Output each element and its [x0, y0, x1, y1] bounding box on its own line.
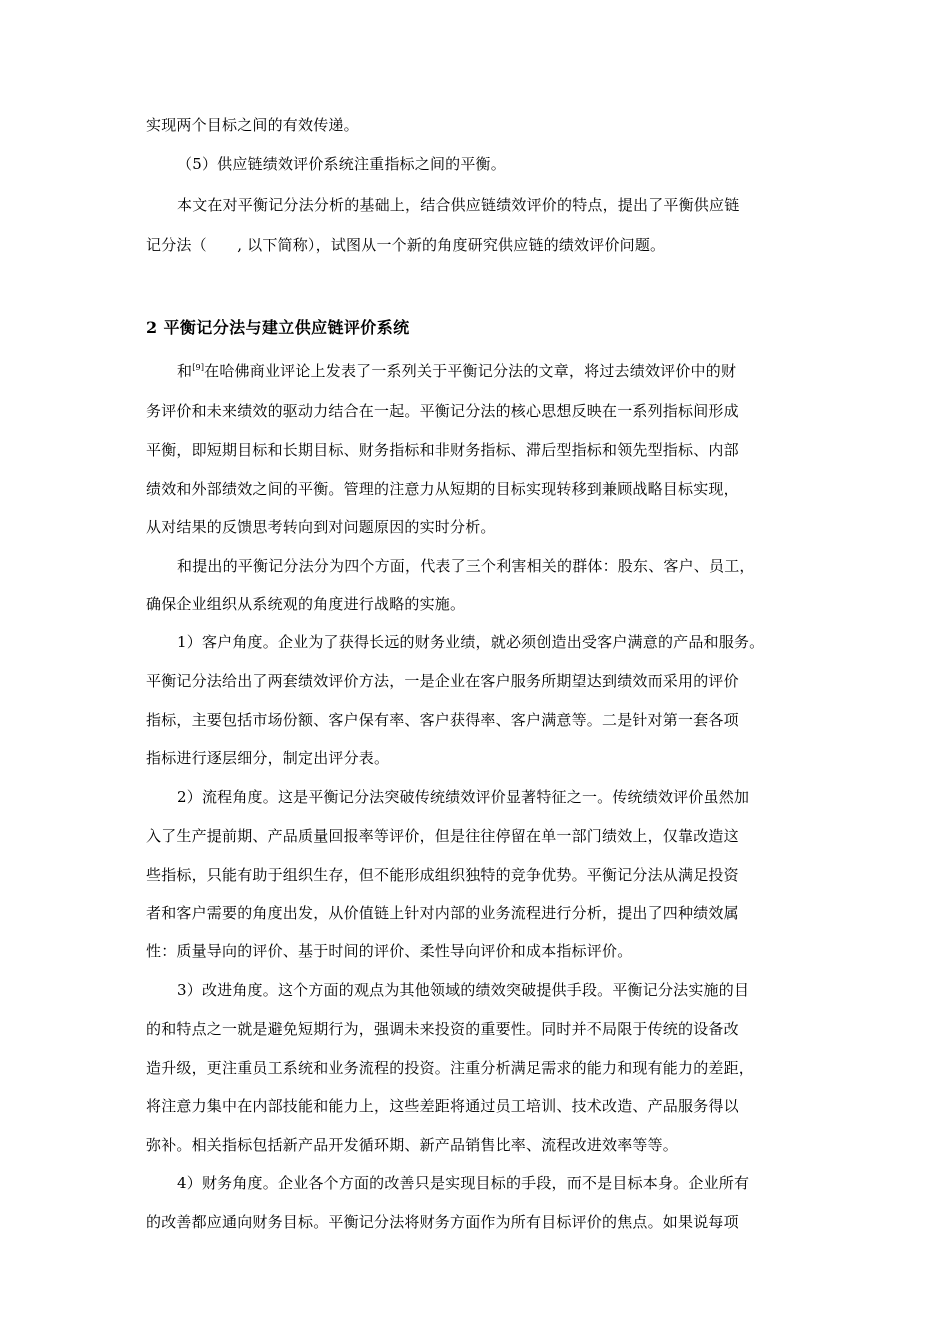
text-line: 从对结果的反馈思考转向到对问题原因的实时分析。: [146, 518, 496, 536]
text-line-with-citation: [177, 361, 857, 381]
text-line: 指标进行逐层细分，制定出评分表。: [146, 749, 390, 767]
text-line: 将注意力集中在内部技能和能力上，这些差距将通过员工培训、技术改造、产品服务得以: [146, 1097, 739, 1115]
text-line: 和提出的平衡记分法分为四个方面，代表了三个利害相关的群体：股东、客户、员工，: [177, 557, 755, 575]
text-line: 弥补。相关指标包括新产品开发循环期、新产品销售比率、流程改进效率等等。: [146, 1136, 679, 1154]
text-line: 本文在对平衡记分法分析的基础上，结合供应链绩效评价的特点，提出了平衡供应链: [177, 196, 740, 214]
text-line: （5）供应链绩效评价系统注重指标之间的平衡。: [177, 155, 506, 173]
text-line: 平衡，即短期目标和长期目标、财务指标和非财务指标、滞后型指标和领先型指标、内部: [146, 441, 739, 459]
text-line: 造升级，更注重员工系统和业务流程的投资。注重分析满足需求的能力和现有能力的差距，: [146, 1059, 755, 1077]
text-line: 绩效和外部绩效之间的平衡。管理的注意力从短期的目标实现转移到兼顾战略目标实现，: [146, 480, 739, 498]
text-line: 3）改进角度。这个方面的观点为其他领域的绩效突破提供手段。平衡记分法实施的目: [177, 981, 750, 999]
citation-marker: [9]: [192, 363, 205, 372]
text-line: 者和客户需要的角度出发，从价值链上针对内部的业务流程进行分析，提出了四种绩效属: [146, 904, 739, 922]
text-line: 入了生产提前期、产品质量回报率等评价，但是往往停留在单一部门绩效上，仅靠改造这: [146, 827, 739, 845]
text-line: 务评价和未来绩效的驱动力结合在一起。平衡记分法的核心思想反映在一系列指标间形成: [146, 402, 739, 420]
text-line: 性：质量导向的评价、基于时间的评价、柔性导向评价和成本指标评价。: [146, 942, 633, 960]
section-heading: 2 平衡记分法与建立供应链评价系统: [146, 318, 410, 337]
text-line: 实现两个目标之间的有效传递。: [146, 116, 359, 134]
text-line: 1）客户角度。企业为了获得长远的财务业绩，就必须创造出受客户满意的产品和服务。: [177, 633, 765, 651]
text-line: 确保企业组织从系统观的角度进行战略的实施。: [146, 595, 466, 613]
text-line: 记分法（ , 以下简称），试图从一个新的角度研究供应链的绩效评价问题。: [146, 236, 666, 254]
text-fragment: 和: [177, 362, 193, 380]
text-line: 平衡记分法给出了两套绩效评价方法，一是企业在客户服务所期望达到绩效而采用的评价: [146, 672, 739, 690]
text-line: 2）流程角度。这是平衡记分法突破传统绩效评价显著特征之一。传统绩效评价虽然加: [177, 788, 750, 806]
text-fragment: 在哈佛商业评论上发表了一系列关于平衡记分法的文章，将过去绩效评价中的财: [204, 362, 737, 380]
text-line: 4）财务角度。企业各个方面的改善只是实现目标的手段，而不是目标本身。企业所有: [177, 1174, 750, 1192]
text-line: 指标，主要包括市场份额、客户保有率、客户获得率、客户满意等。二是针对第一套各项: [146, 711, 739, 729]
text-line: 些指标，只能有助于组织生存，但不能形成组织独特的竞争优势。平衡记分法从满足投资: [146, 866, 739, 884]
text-line: 的改善都应通向财务目标。平衡记分法将财务方面作为所有目标评价的焦点。如果说每项: [146, 1213, 739, 1231]
text-line: 的和特点之一就是避免短期行为，强调未来投资的重要性。同时并不局限于传统的设备改: [146, 1020, 739, 1038]
